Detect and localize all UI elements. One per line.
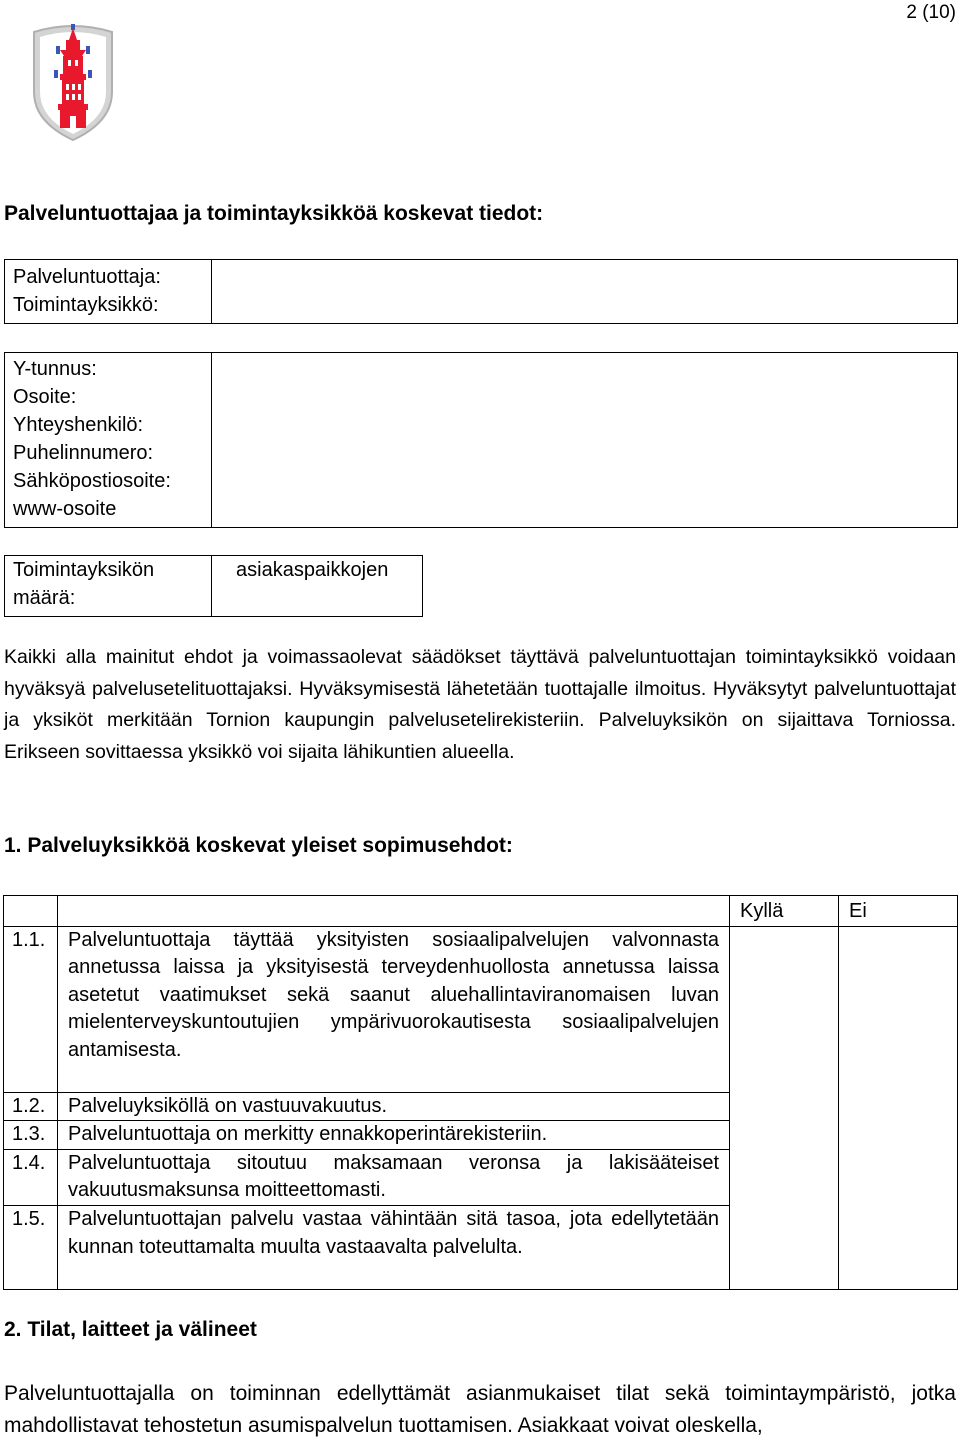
email-label: Sähköpostiosoite: — [13, 470, 171, 492]
intro-paragraph: Kaikki alla mainitut ehdot ja voimassaolevat säädökset täyttävä palveluntuottajan toimintayksikkö voidaan hyväksyä palvelusetelituottajaksi. Hyväksymisestä lähetetään tuottajalle ilmoitus. Hyväksytyt palveluntuottajat ja yksiköt merkitään Tornion kaupungin palvelusetelirekisteriin. Palveluyksikön on sijaittava Torniossa. Erikseen sovittaessa yksikkö voi sijaita lähikuntien alueella. — [4, 646, 956, 763]
no-column-label: Ei — [849, 900, 867, 922]
term-number: 1.5. — [4, 1205, 58, 1289]
contact-person-label: Yhteyshenkilö: — [13, 414, 144, 436]
capacity-unit-label: asiakaspaikkojen — [236, 559, 389, 581]
capacity-unit-cell[interactable] — [212, 556, 423, 617]
terms-header-text — [58, 896, 730, 927]
terms-header-no — [839, 896, 958, 927]
contact-input-cell[interactable] — [212, 353, 958, 528]
no-checkbox-cell[interactable] — [839, 926, 958, 1289]
capacity-label-line2: määrä: — [13, 587, 76, 609]
term-number: 1.1. — [4, 926, 58, 1092]
section1-title: 1. Palveluyksikköä koskevat yleiset sopimusehdot: — [4, 834, 513, 857]
capacity-label-cell — [5, 556, 212, 617]
page-number: 2 (10) — [906, 2, 956, 23]
term-number: 1.4. — [4, 1149, 58, 1205]
business-id-label: Y-tunnus: — [13, 358, 97, 380]
coat-of-arms-logo — [30, 22, 116, 142]
term-number: 1.2. — [4, 1092, 58, 1121]
section2-paragraph: Palveluntuottajalla on toiminnan edellyttämät asianmukaiset tilat sekä toimintaympäristö, jotka mahdollistavat tehostetun asumispalvelun tuottamisen. Asiakkaat voivat oleskella, — [4, 1382, 956, 1437]
yes-column-label: Kyllä — [740, 900, 784, 922]
page-heading: Palveluntuottajaa ja toimintayksikköä koskevat tiedot: — [4, 202, 544, 225]
phone-label: Puhelinnumero: — [13, 442, 154, 464]
address-label: Osoite: — [13, 386, 77, 408]
terms-header-num — [4, 896, 58, 927]
terms-header-yes — [730, 896, 839, 927]
provider-label: Palveluntuottaja: — [13, 266, 161, 288]
yes-checkbox-cell[interactable] — [730, 926, 839, 1289]
unit-label: Toimintayksikkö: — [13, 294, 159, 316]
provider-input-cell[interactable] — [212, 260, 958, 324]
capacity-table — [4, 555, 423, 617]
term-row — [4, 926, 958, 1092]
provider-labels-cell — [5, 260, 212, 324]
term-text: Palveluntuottaja sitoutuu maksamaan veronsa ja lakisääteiset vakuutusmaksunsa moitteettomasti. — [58, 1149, 730, 1205]
website-label: www-osoite — [13, 498, 117, 520]
capacity-label-line1: Toimintayksikön — [13, 559, 155, 581]
term-text: Palveluntuottajan palvelu vastaa vähintään sitä tasoa, jota edellytetään kunnan toteuttamalta muulta vastaavalta palvelulta. — [58, 1205, 730, 1289]
contact-table — [4, 352, 958, 528]
term-number: 1.3. — [4, 1121, 58, 1150]
terms-table — [3, 895, 958, 1290]
provider-table — [4, 259, 958, 324]
term-text: Palveluyksiköllä on vastuuvakuutus. — [58, 1092, 730, 1121]
section2-title: 2. Tilat, laitteet ja välineet — [4, 1318, 257, 1341]
term-text: Palveluntuottaja täyttää yksityisten sosiaalipalvelujen valvonnasta annetussa laissa ja yksityisestä terveydenhuollosta annetussa laissa asetetut vaatimukset sekä saanut aluehallintaviranomaisen luvan mielenterveyskuntoutujien ympärivuorokautisesta sosiaalipalvelujen antamisesta. — [58, 926, 730, 1092]
term-text: Palveluntuottaja on merkitty ennakkoperintärekisteriin. — [58, 1121, 730, 1150]
contact-labels-cell — [5, 353, 212, 528]
